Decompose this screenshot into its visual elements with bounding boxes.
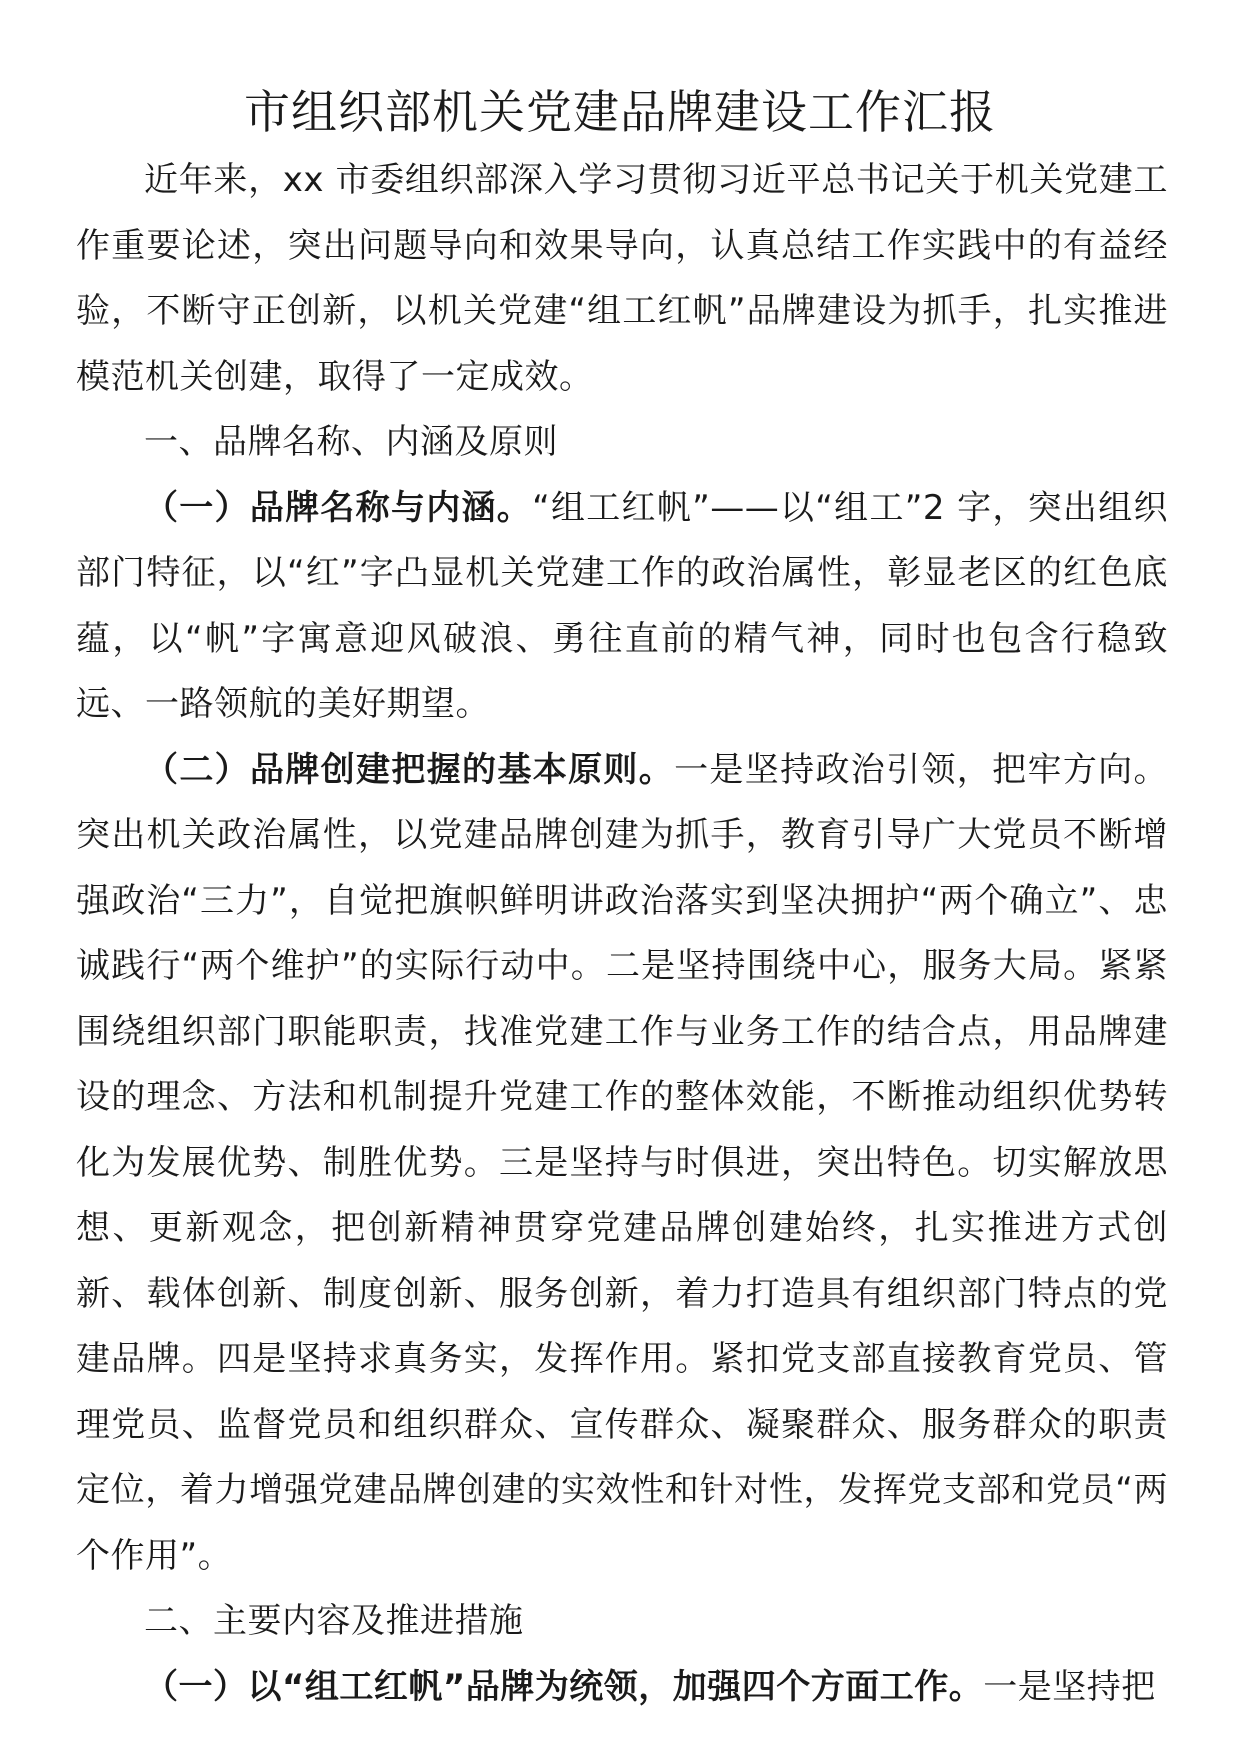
subsection-1-1-heading: （一）品牌名称与内涵。	[144, 487, 533, 528]
document-title: 市组织部机关党建品牌建设工作汇报	[244, 85, 996, 139]
intro-text: 近年来，xx 市委组织部深入学习贯彻习近平总书记关于机关党建工作重要论述，突出问题导向和效果导向，认真总结工作实践中的有益经验，不断守正创新，以机关党建“组工红帆”品牌建设为抓手，扎实推进模范机关创建，取得了一定成效。	[76, 160, 1168, 397]
section-heading-1-text: 一、品牌名称、内涵及原则	[144, 422, 558, 462]
subsection-1-2-paragraph	[76, 738, 1168, 1590]
subsection-2-1-paragraph	[76, 1655, 1168, 1721]
section-heading-2-text: 二、主要内容及推进措施	[144, 1601, 524, 1641]
subsection-1-1-paragraph	[76, 476, 1168, 738]
subsection-1-1-text: “组工红帆”——以“组工”2 字，突出组织部门特征，以“红”字凸显机关党建工作的政治属性，彰显老区的红色底蕴，以“帆”字寓意迎风破浪、勇往直前的精气神，同时也包含行稳致远、一路领航的美好期望。	[76, 487, 1168, 724]
subsection-2-1-heading: （一）以“组工红帆”品牌为统领，加强四个方面工作。	[144, 1666, 984, 1707]
intro-paragraph	[76, 148, 1168, 410]
subsection-2-1-text: 一是坚持把	[983, 1666, 1156, 1707]
subsection-1-2-text: 一是坚持政治引领，把牢方向。突出机关政治属性，以党建品牌创建为抓手，教育引导广大党员不断增强政治“三力”，自觉把旗帜鲜明讲政治落实到坚决拥护“两个确立”、忠诚践行“两个维护”的实际行动中。二是坚持围绕中心，服务大局。紧紧围绕组织部门职能职责，找准党建工作与业务工作的结合点，用品牌建设的理念、方法和机制提升党建工作的整体效能，不断推动组织优势转化为发展优势、制胜优势。三是坚持与时俱进，突出特色。切实解放思想、更新观念，把创新精神贯穿党建品牌创建始终，扎实推进方式创新、载体创新、制度创新、服务创新，着力打造具有组织部门特点的党建品牌。四是坚持求真务实，发挥作用。紧扣党支部直接教育党员、管理党员、监督党员和组织群众、宣传群众、凝聚群众、服务群众的职责定位，着力增强党建品牌创建的实效性和针对性，发挥党支部和党员“两个作用”。	[76, 749, 1169, 1576]
document-body	[76, 148, 1168, 1720]
subsection-1-2-heading: （二）品牌创建把握的基本原则。	[144, 749, 675, 790]
section-heading-1	[76, 410, 1168, 476]
section-heading-2	[76, 1589, 1168, 1655]
